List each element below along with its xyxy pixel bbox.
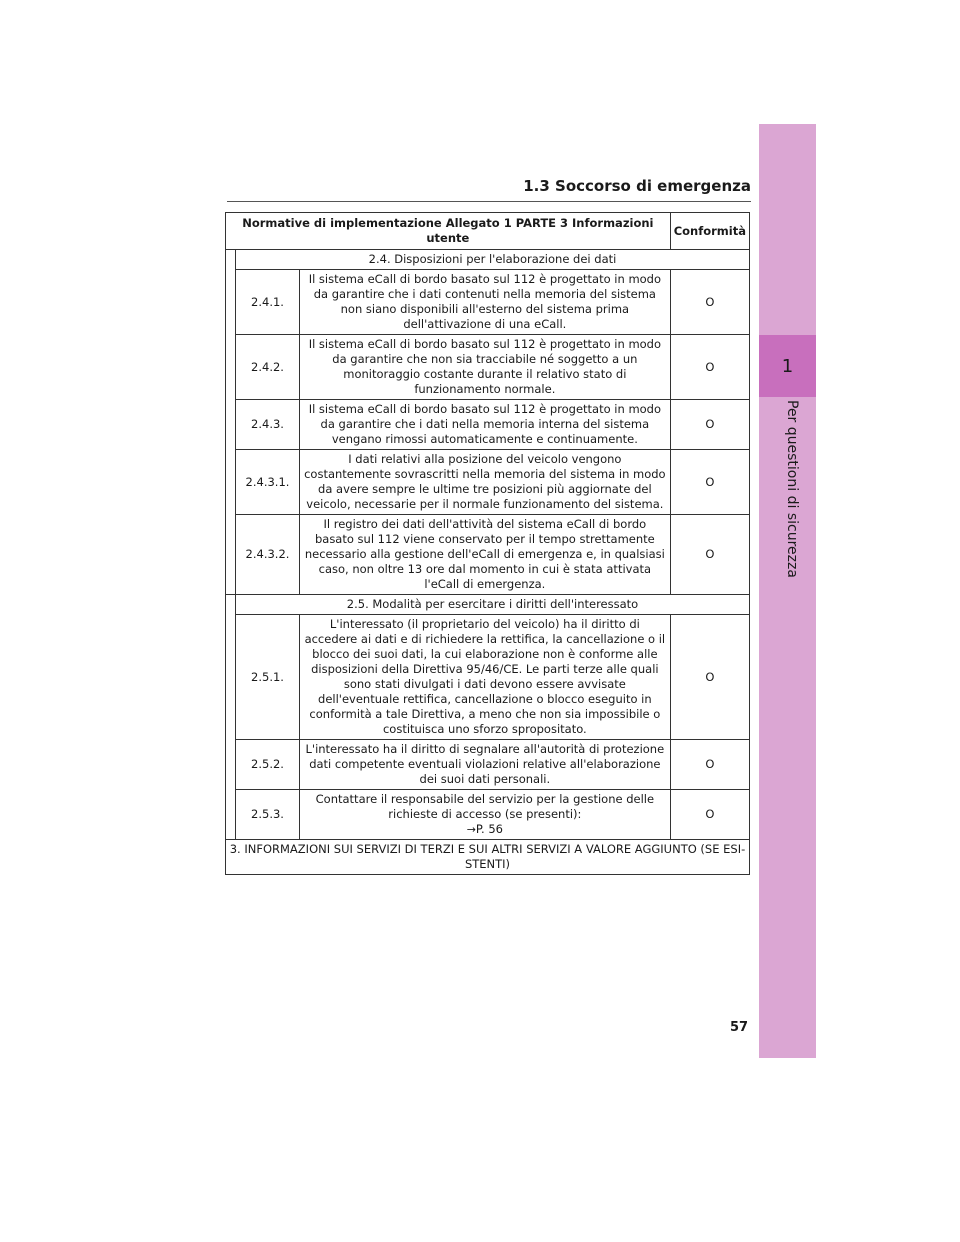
row-number: 2.5.2. [236, 740, 300, 790]
table-row [226, 450, 750, 515]
row-text: I dati relativi alla posizione del veicolo vengono costantemente sovrascritti nella memoria del sistema in modo da avere sempre le ultime tre posizioni più aggiornate del veicolo, necessarie per il normale funzionamento del sistema. [300, 450, 671, 515]
row-number: 2.4.3. [236, 400, 300, 450]
chapter-title: Per questioni di sicurezza [784, 400, 800, 578]
section-title: 1.3 Soccorso di emergenza [523, 177, 751, 195]
row-text: Il sistema eCall di bordo basato sul 112 è progettato in modo da garantire che i dati nella memoria interna del sistema vengano rimossi automaticamente e continuamente. [300, 400, 671, 450]
table-row [226, 615, 750, 740]
header-conformity: Conformità [670, 213, 749, 250]
row-number: 2.4.2. [236, 335, 300, 400]
indent-cell [226, 595, 236, 840]
table-row [226, 270, 750, 335]
row-mark: O [670, 740, 749, 790]
row-mark: O [670, 400, 749, 450]
table-row [226, 515, 750, 595]
row-text-content: Contattare il responsabile del servizio per la gestione delle richieste di accesso (se presenti): [315, 792, 655, 821]
section-heading: 2.5. Modalità per esercitare i diritti dell'interessato [236, 595, 750, 615]
table-header-row [226, 213, 750, 250]
row-mark: O [670, 615, 749, 740]
row-text: Il registro dei dati dell'attività del sistema eCall di bordo basato sul 112 viene conservato per il tempo strettamente necessario alla gestione dell'eCall di emergenza e, in qualsiasi caso, non oltre 13 ore dal momento in cui è stata attivata l'eCall di emergenza. [300, 515, 671, 595]
footer-heading: 3. INFORMAZIONI SUI SERVIZI DI TERZI E SUI ALTRI SERVIZI A VALORE AGGIUNTO (SE ESISTENTI) [226, 840, 750, 875]
header-main: Normative di implementazione Allegato 1 PARTE 3 Informazioni utente [226, 213, 671, 250]
indent-cell [226, 250, 236, 595]
table-row [226, 335, 750, 400]
arrow-right-icon: → [466, 823, 476, 836]
row-number: 2.4.1. [236, 270, 300, 335]
chapter-number: 1 [759, 335, 816, 397]
row-mark: O [670, 270, 749, 335]
row-mark: O [670, 450, 749, 515]
row-mark: O [670, 790, 749, 840]
section-row [226, 250, 750, 270]
row-text: L'interessato ha il diritto di segnalare all'autorità di protezione dati competente eventuali violazioni relative all'elaborazione dei suoi dati personali. [300, 740, 671, 790]
row-number: 2.5.3. [236, 790, 300, 840]
row-mark: O [670, 515, 749, 595]
table-row [226, 790, 750, 840]
footer-row [226, 840, 750, 875]
table-row [226, 740, 750, 790]
row-text [300, 790, 671, 840]
row-text: Il sistema eCall di bordo basato sul 112 è progettato in modo da garantire che non sia tracciabile né soggetto a un monitoraggio costante durante il relativo stato di funzionamento normale. [300, 335, 671, 400]
row-text: L'interessato (il proprietario del veicolo) ha il diritto di accedere ai dati e di richiedere la rettifica, la cancellazione o il blocco dei suoi dati, la cui elaborazione non è conforme alle disposizioni della Direttiva 95/46/CE. Le parti terze alle quali sono stati divulgati i dati devono essere avvisate dell'eventuale rettifica, cancellazione o blocco eseguito in conformità a tale Direttiva, a meno che non sia impossibile o costituisca uno sforzo spropositato. [300, 615, 671, 740]
page-number: 57 [730, 1020, 749, 1035]
row-number: 2.5.1. [236, 615, 300, 740]
header-divider [227, 201, 751, 202]
page-reference-link[interactable]: P. 56 [475, 822, 503, 836]
side-tab [759, 124, 816, 1058]
row-mark: O [670, 335, 749, 400]
row-number: 2.4.3.2. [236, 515, 300, 595]
section-row [226, 595, 750, 615]
section-heading: 2.4. Disposizioni per l'elaborazione dei dati [236, 250, 750, 270]
row-number: 2.4.3.1. [236, 450, 300, 515]
conformity-table [225, 212, 750, 875]
row-text: Il sistema eCall di bordo basato sul 112 è progettato in modo da garantire che i dati contenuti nella memoria del sistema non siano disponibili all'esterno del sistema prima dell'attivazione di una eCall. [300, 270, 671, 335]
table-row [226, 400, 750, 450]
